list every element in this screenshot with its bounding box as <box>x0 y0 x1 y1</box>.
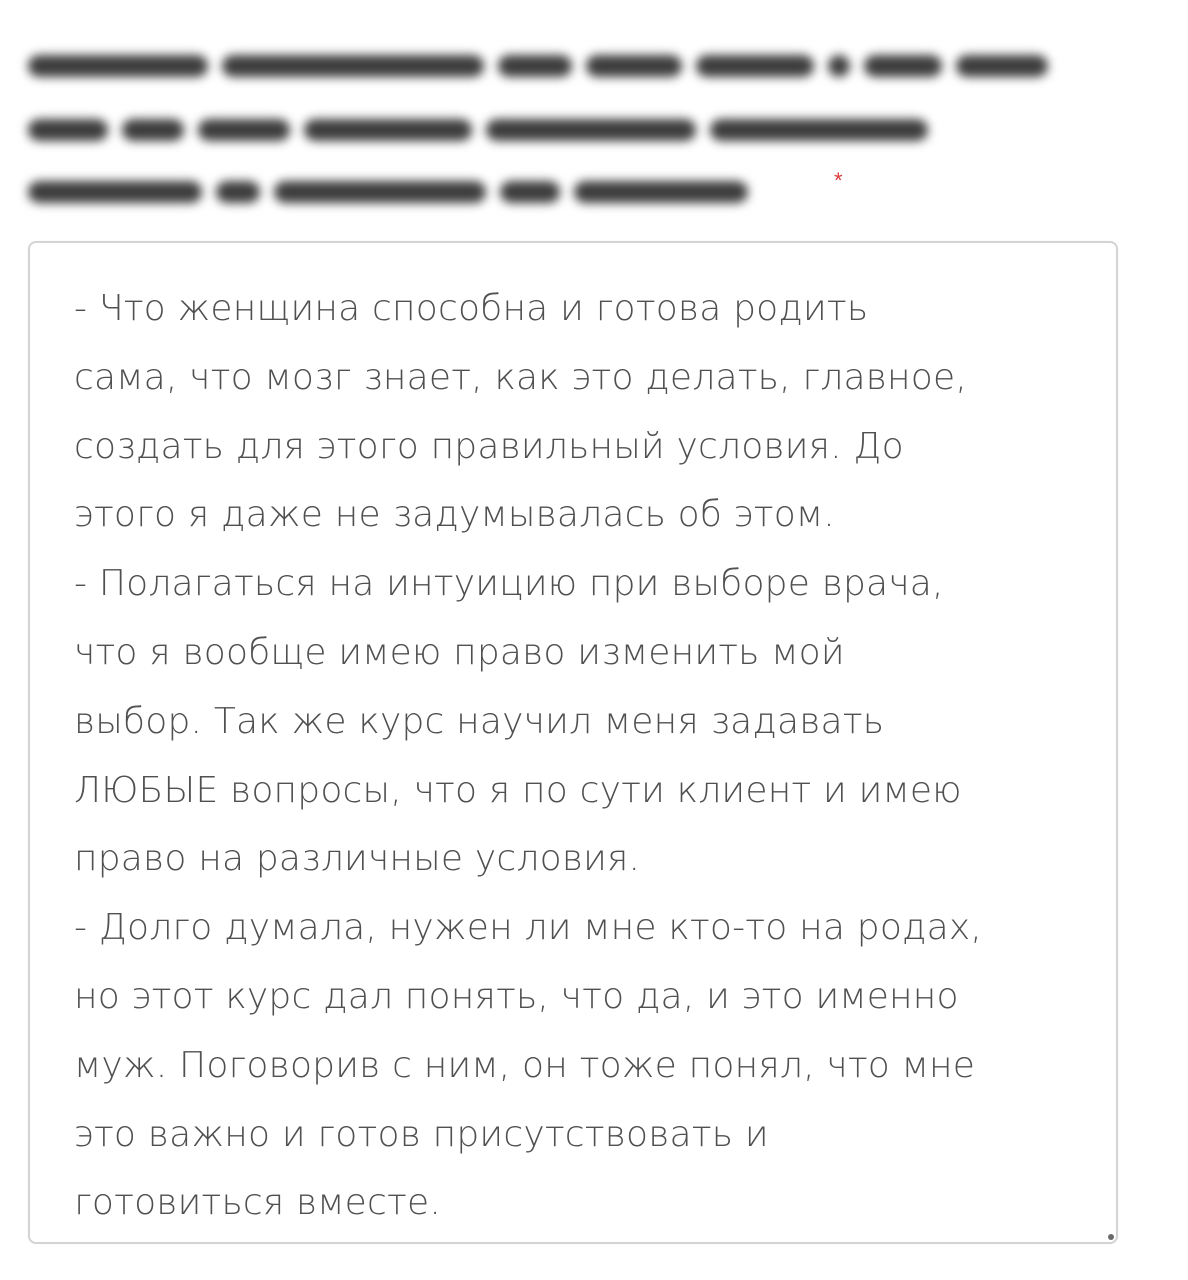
answer-textarea[interactable] <box>28 241 1118 1244</box>
answer-line: сама, что мозг знает, как это делать, главное, <box>74 356 967 398</box>
answer-line: ЛЮБЫЕ вопросы, что я по сути клиент и имею <box>74 769 962 811</box>
answer-line: готовиться вместе. <box>74 1182 441 1224</box>
answer-line: право на различные условия. <box>74 838 641 880</box>
required-asterisk: * <box>834 168 843 193</box>
answer-line: - Полагаться на интуицию при выборе врача, <box>74 563 944 605</box>
answer-line: - Что женщина способна и готова родить <box>74 288 869 329</box>
question-text-line-blurred <box>28 174 748 210</box>
answer-line: но этот курс дал понять, что да, и это именно <box>74 975 959 1017</box>
question-text-line-blurred <box>28 112 928 148</box>
answer-text <box>74 275 1084 1238</box>
answer-line: выбор. Так же курс научил меня задавать <box>74 700 885 742</box>
answer-line: создать для этого правильный условия. До <box>74 425 904 467</box>
answer-line: что я вообще имею право изменить мой <box>74 631 845 673</box>
answer-line: этого я даже не задумывалась об этом. <box>74 494 835 536</box>
textarea-resize-handle[interactable] <box>1108 1234 1114 1240</box>
question-label <box>28 22 1128 222</box>
question-text-line-blurred <box>28 48 1048 84</box>
answer-line: - Долго думала, нужен ли мне кто-то на родах, <box>74 907 983 949</box>
answer-line: это важно и готов присутствовать и <box>74 1113 769 1155</box>
answer-line: муж. Поговорив с ним, он тоже понял, что мне <box>74 1044 976 1086</box>
